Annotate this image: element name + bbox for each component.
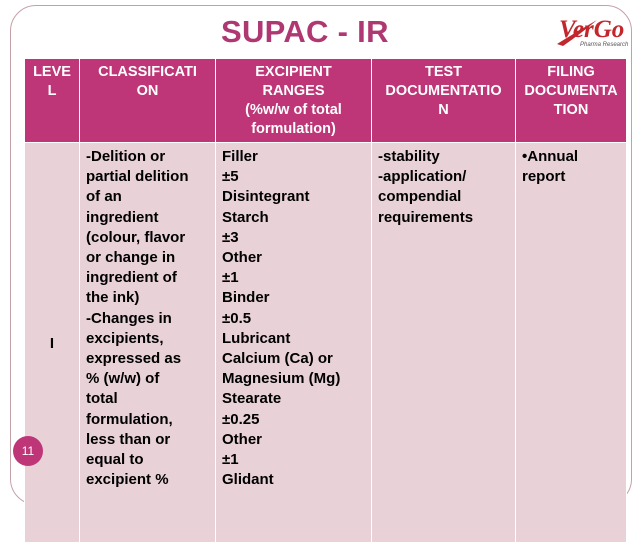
cell-line: Disintegrant (222, 188, 310, 206)
cell-line: ingredient (86, 208, 159, 226)
cell-line: -Changes in (86, 309, 172, 327)
cell-line: of an (86, 188, 122, 206)
cell-level: I (25, 143, 80, 543)
supac-table-container (24, 58, 626, 489)
cell-line: -stability (378, 148, 440, 165)
header-filing-documentation (516, 59, 627, 143)
cell-line: Filler (222, 148, 258, 165)
cell-line: ±0.25 (222, 410, 260, 428)
cell-line: Binder (222, 289, 270, 307)
cell-line: ±0.5 (222, 309, 252, 327)
cell-classification (80, 143, 216, 543)
logo-wordmark (559, 16, 624, 44)
cell-test-documentation (372, 143, 516, 543)
cell-line: Stearate (222, 390, 282, 408)
cell-excipient-ranges (216, 143, 372, 543)
cell-line: total (86, 390, 118, 408)
cell-line: excipient % (86, 471, 169, 489)
header-line: EXCIPIENT (255, 64, 332, 80)
cell-line: ±5 (222, 168, 239, 186)
cell-line: or change in (86, 249, 176, 267)
cell-line: -Delition or (86, 148, 166, 165)
cell-line: the ink) (86, 289, 140, 307)
company-logo (553, 14, 629, 54)
header-line: FILING (547, 64, 595, 80)
header-line: formulation) (251, 121, 336, 137)
slide-title: SUPAC - IR (221, 14, 389, 49)
header-excipient-ranges (216, 59, 372, 143)
header-test-documentation (372, 59, 516, 143)
slide-number-badge: 11 (13, 436, 43, 466)
cell-line: formulation, (86, 410, 173, 428)
header-line: RANGES (262, 83, 325, 99)
cell-line: Other (222, 249, 263, 267)
cell-line: less than or (86, 430, 171, 448)
cell-line: excipients, (86, 329, 164, 347)
header-line: DOCUMENTATIO (385, 83, 502, 99)
header-line: (%w/w of total (245, 102, 342, 118)
cell-line: requirements (378, 208, 474, 226)
cell-line: % (w/w) of (86, 370, 160, 388)
header-classification (80, 59, 216, 143)
header-level (25, 59, 80, 143)
cell-line: ingredient of (86, 269, 177, 287)
cell-line: •Annual (522, 148, 579, 165)
cell-line: Calcium (Ca) or (222, 350, 333, 368)
header-line: ON (136, 83, 159, 99)
header-line: TION (553, 102, 589, 118)
table-header-row (25, 59, 627, 143)
cell-filing-documentation (516, 143, 627, 543)
cell-line: expressed as (86, 350, 182, 368)
table-row (25, 143, 627, 543)
header-line: DOCUMENTA (524, 83, 618, 99)
cell-line: ±3 (222, 228, 239, 246)
cell-line: Starch (222, 208, 269, 226)
cell-line: equal to (86, 451, 144, 469)
header-line: TEST (424, 64, 463, 80)
logo-tagline: Pharma Research (580, 42, 629, 48)
header-line: LEVE (33, 64, 71, 80)
header-line: CLASSIFICATI (98, 64, 197, 80)
cell-line: Lubricant (222, 329, 291, 347)
supac-table (24, 58, 627, 543)
cell-line: Other (222, 430, 263, 448)
cell-line: (colour, flavor (86, 228, 186, 246)
cell-line: -application/ (378, 168, 467, 186)
logo-text: VerGo (559, 16, 625, 43)
cell-line: ±1 (222, 269, 239, 287)
header-line: L (47, 83, 57, 99)
cell-line: ±1 (222, 451, 239, 469)
header-line: N (438, 102, 449, 118)
cell-line: compendial (378, 188, 462, 206)
cell-line: Magnesium (Mg) (222, 370, 341, 388)
cell-line: partial delition (86, 168, 189, 186)
cell-line: report (522, 168, 566, 186)
cell-line: Glidant (222, 471, 274, 489)
